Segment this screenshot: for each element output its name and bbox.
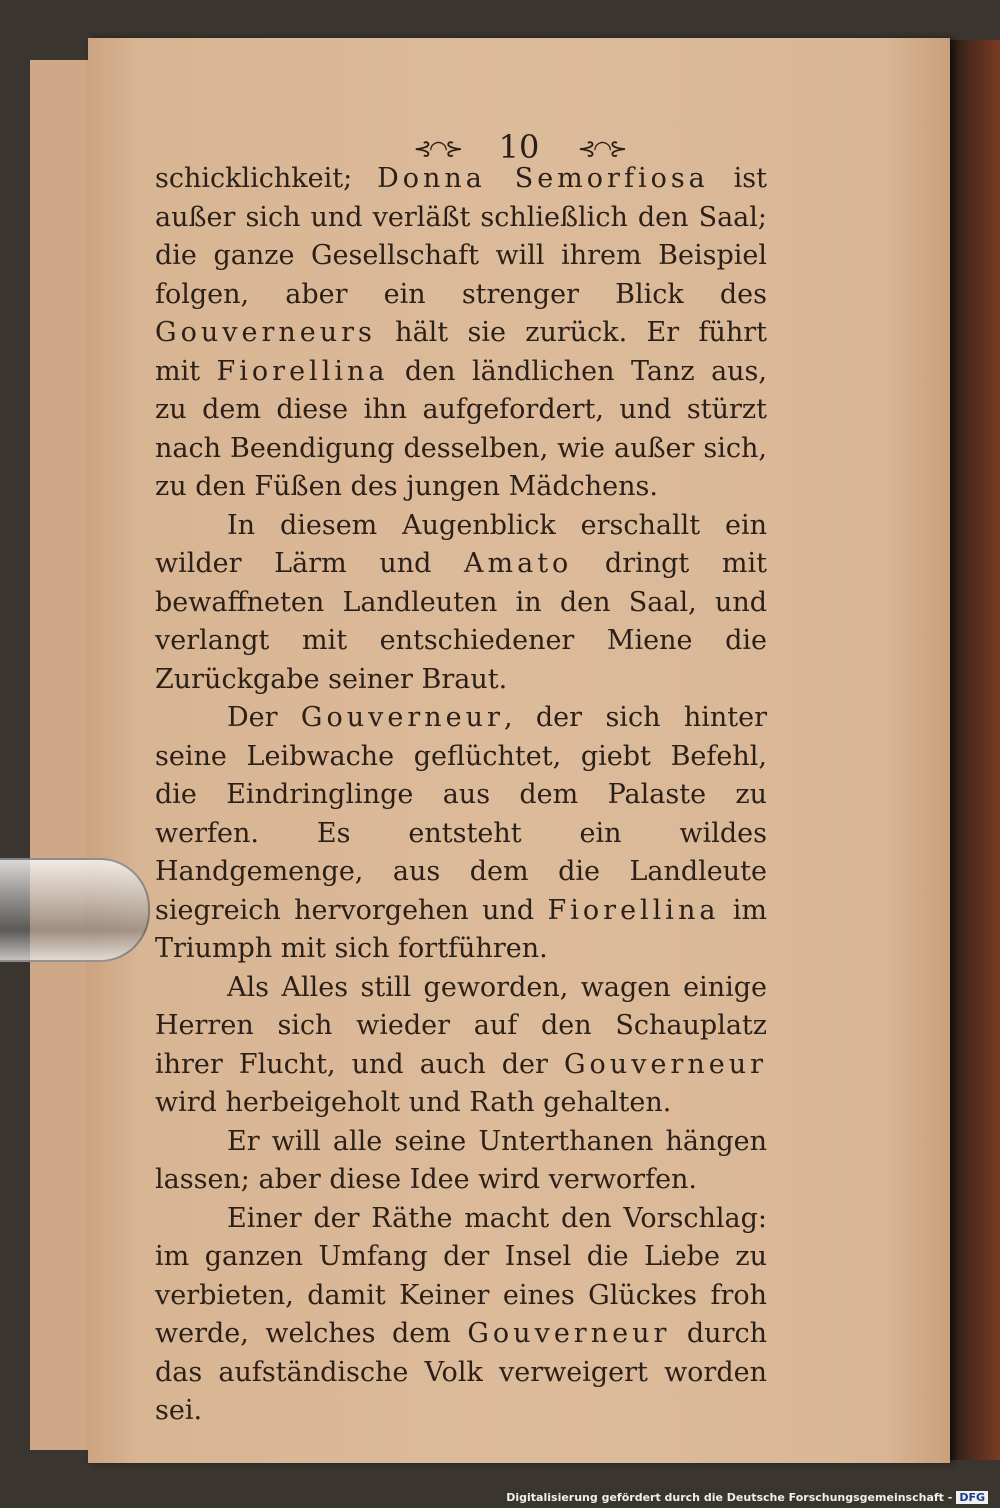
text-run: Der xyxy=(227,702,301,733)
spaced-name: Gouverneur xyxy=(563,1048,767,1080)
paragraph xyxy=(155,1200,767,1431)
paragraph xyxy=(155,160,767,507)
body-text xyxy=(155,160,767,1431)
spaced-name: Gouverneur xyxy=(467,1318,671,1349)
paragraph xyxy=(155,1123,767,1200)
spaced-name: Donna Semorfiosa xyxy=(377,163,709,194)
text-run: hält sie zurück. Er führt mit xyxy=(155,317,767,387)
digitization-credit xyxy=(506,1491,988,1504)
credit-text: Digitalisierung gefördert durch die Deutsche Forschungsgemeinschaft - xyxy=(506,1491,953,1504)
text-run: wird herbeigeholt und Rath gehalten. xyxy=(155,1087,672,1118)
text-run: schicklichkeit; xyxy=(155,163,378,194)
text-run: durch das aufständische Volk verweigert worden sei. xyxy=(155,1318,767,1426)
text-run: In diesem Augenblick erschallt ein wilder Lärm und xyxy=(155,509,767,579)
spaced-name: Amato xyxy=(464,548,573,579)
spaced-name: Gouverneur xyxy=(300,702,504,733)
text-run: Einer der Räthe macht den Vorschlag: im ganzen Umfang der Insel die Liebe zu verbieten, damit Keiner eines Glückes froh werde, welches dem xyxy=(155,1202,767,1349)
ornament-right-icon: ⊰◠⊱ xyxy=(577,137,625,162)
text-run: im Triumph mit sich fortführen. xyxy=(155,894,767,964)
text-run: Er will alle seine Unterthanen hängen lassen; aber diese Idee wird verworfen. xyxy=(155,1125,767,1195)
spaced-name: Fiorellina xyxy=(547,894,720,926)
text-run: Als Alles still geworden, wagen einige Herren sich wieder auf den Schauplatz ihrer Flucht, und auch der xyxy=(155,971,767,1080)
paragraph xyxy=(155,969,767,1123)
book-cover-edge xyxy=(948,40,1000,1460)
paragraph xyxy=(155,699,767,969)
text-run: ist außer sich und verläßt schließlich den Saal; die ganze Gesellschaft will ihrem Beispiel folgen, aber ein strenger Blick des xyxy=(155,163,767,310)
paragraph xyxy=(155,507,767,700)
spaced-name: Fiorellina xyxy=(216,355,389,387)
dfg-logo: DFG xyxy=(956,1491,988,1504)
text-run: dringt mit bewaffneten Landleuten in den Saal, und verlangt mit entschiedener Miene die Zurückgabe seiner Braut. xyxy=(155,548,767,695)
text-run: , der sich hinter seine Leibwache geflüchtet, giebt Befehl, die Eindringlinge aus dem Palaste zu werfen. Es entsteht ein wildes Handgemenge, aus dem die Landleute siegreich hervorgehen und xyxy=(155,702,767,926)
page-number: 10 xyxy=(498,128,540,166)
spaced-name: Gouverneurs xyxy=(155,317,376,348)
page-clip xyxy=(0,858,150,962)
ornament-left-icon: ⊰◠⊱ xyxy=(413,137,461,162)
text-run: den ländlichen Tanz aus, zu dem diese ihn aufgefordert, und stürzt nach Beendigung desselben, wie außer sich, zu den Füßen des jungen Mädchens. xyxy=(155,355,768,502)
